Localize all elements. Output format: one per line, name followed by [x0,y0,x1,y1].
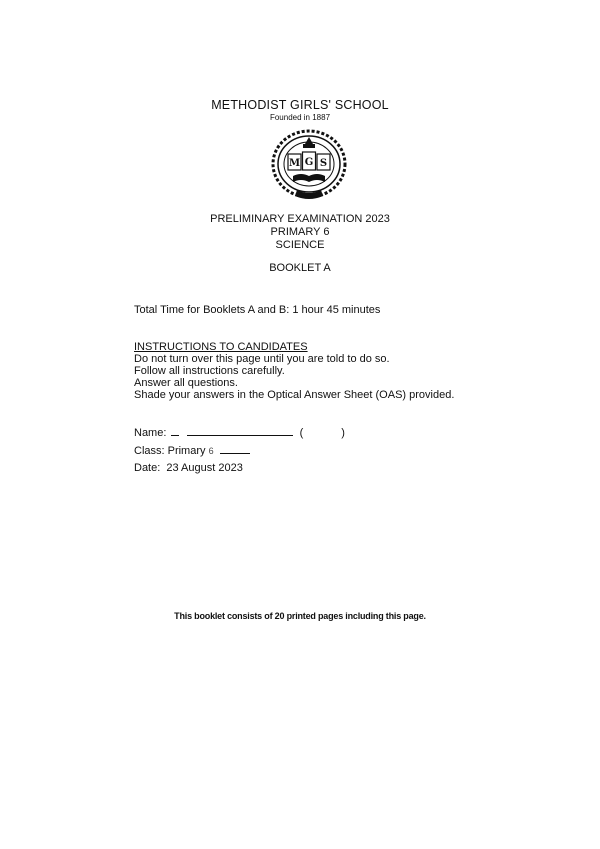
instruction-item: Answer all questions. [134,377,238,389]
booklet-label: BOOKLET A [269,262,331,274]
instructions-heading: INSTRUCTIONS TO CANDIDATES [134,341,308,353]
crest-letter-g: G [304,157,314,168]
date-value: 23 August 2023 [166,462,243,474]
class-field[interactable] [134,444,250,457]
name-label: Name: [134,427,167,439]
instruction-item: Shade your answers in the Optical Answer Sheet (OAS) provided. [134,389,455,401]
page-count-note: This booklet consists of 20 printed pages including this page. [174,611,426,621]
exam-subject: SCIENCE [275,239,325,251]
date-label: Date: [134,462,161,474]
crest-letter-m: M [288,158,301,169]
instruction-item: Follow all instructions carefully. [134,365,285,377]
exam-level: PRIMARY 6 [270,226,330,238]
crest-letter-s: S [319,158,328,169]
class-label: Class: Primary [134,445,206,457]
exam-title: PRELIMINARY EXAMINATION 2023 [210,213,390,225]
date-field [134,462,243,474]
instruction-item: Do not turn over this page until you are told to do so. [134,353,390,365]
class-digit: 6 [208,446,214,456]
founded-year: Founded in 1887 [269,113,331,122]
school-name: METHODIST GIRLS' SCHOOL [211,98,389,112]
school-crest-logo [269,128,349,200]
total-time: Total Time for Booklets A and B: 1 hour 45 minutes [134,304,381,316]
name-field[interactable]: Name: ( ) [134,427,345,439]
